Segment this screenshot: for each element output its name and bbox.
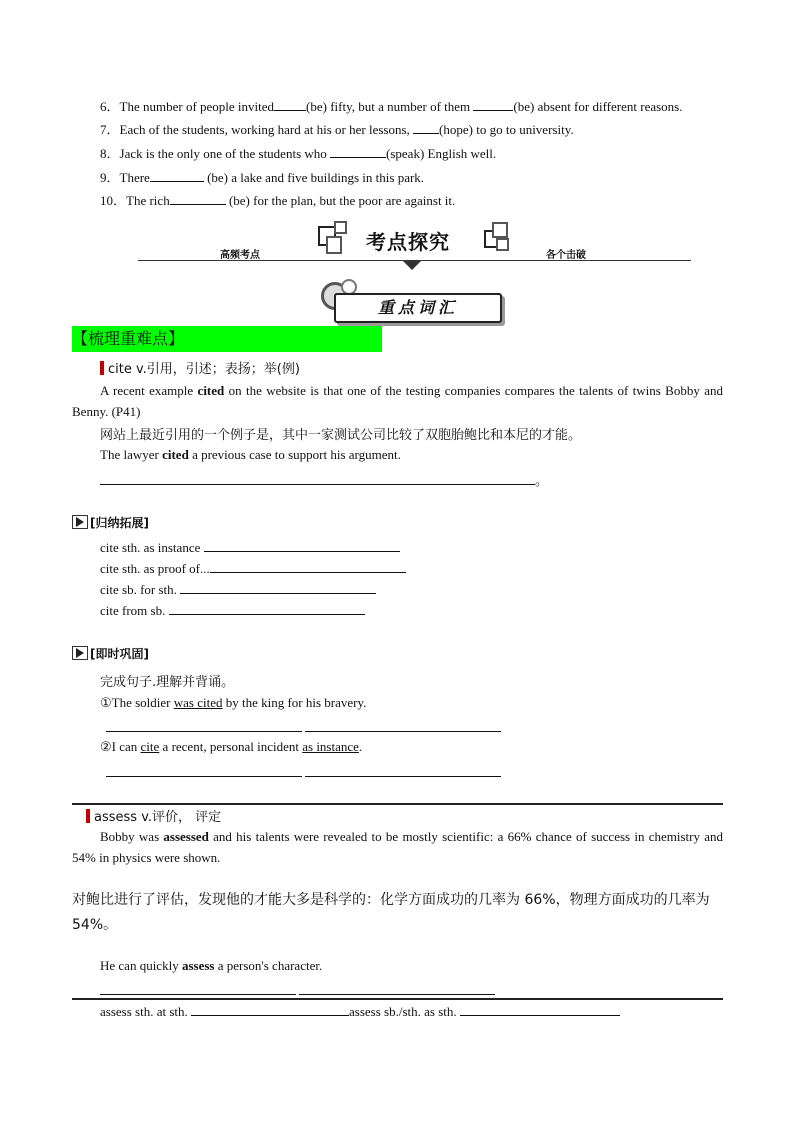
answer-blank[interactable] bbox=[170, 192, 226, 205]
answer-blank[interactable] bbox=[413, 121, 439, 134]
answer-blank[interactable] bbox=[106, 764, 302, 777]
square-decoration-icon bbox=[326, 236, 342, 254]
answer-blank[interactable] bbox=[100, 982, 296, 995]
exercise-10: 10．The rich (be) for the plan, but the poor are against it. bbox=[100, 193, 456, 208]
word-entry-cite bbox=[100, 358, 300, 377]
exercise-number: 10． bbox=[100, 193, 127, 208]
answer-blank[interactable] bbox=[191, 1003, 349, 1016]
answer-blank[interactable] bbox=[106, 719, 302, 732]
example-sentence: The lawyer cited a previous case to support his argument. bbox=[100, 447, 401, 462]
answer-lines bbox=[106, 764, 501, 781]
answer-lines bbox=[100, 982, 495, 999]
translation: 网站上最近引用的一个例子是，其中一家测试公司比较了双胞胎鲍比和本尼的才能。 bbox=[100, 428, 582, 443]
answer-blank[interactable] bbox=[210, 560, 406, 573]
exercise-9: 9．There (be) a lake and five buildings in this park. bbox=[100, 170, 425, 185]
exercise-7: 7．Each of the students, working hard at his or her lessons, (hope) to go to university. bbox=[100, 122, 574, 137]
answer-blank[interactable] bbox=[150, 169, 204, 182]
answer-blank[interactable] bbox=[204, 539, 400, 552]
answer-blank[interactable] bbox=[305, 764, 501, 777]
banner-right-caption: 各个击破 bbox=[546, 250, 586, 261]
answer-blank[interactable] bbox=[330, 145, 386, 158]
vocab-heading: 重点词汇 bbox=[334, 293, 502, 323]
square-decoration-icon bbox=[496, 238, 509, 251]
exercise-number: 9． bbox=[100, 170, 120, 185]
section-divider bbox=[72, 998, 723, 1000]
translation: 对鲍比进行了评估，发现他的才能大多是科学的：化学方面成功的几率为 66%，物理方面成功的几率为 54%。 bbox=[72, 892, 710, 933]
answer-blank[interactable] bbox=[305, 719, 501, 732]
bullet-marker-icon bbox=[100, 361, 104, 375]
example-sentence: He can quickly assess a person's character. bbox=[100, 958, 323, 973]
answer-lines bbox=[106, 719, 501, 736]
expand-item: cite sb. for sth. bbox=[100, 581, 376, 598]
banner-title: 考点探究 bbox=[366, 230, 450, 254]
answer-blank[interactable] bbox=[299, 982, 495, 995]
square-decoration-icon bbox=[492, 222, 508, 238]
example-sentence: Bobby was assessed and his talents were revealed to be mostly scientific: a 66% chance of success in chemistry and 54% in physics were shown. bbox=[72, 829, 723, 865]
sentence-2: ②I can cite a recent, personal incident as instance. bbox=[100, 739, 363, 754]
answer-blank[interactable] bbox=[460, 1003, 620, 1016]
example-sentence: A recent example cited on the website is that one of the testing companies compares the talents of twins Bobby and Benny. (P41) bbox=[72, 383, 723, 419]
exercise-number: 8． bbox=[100, 146, 120, 161]
instruction: 完成句子.理解并背诵。 bbox=[100, 675, 235, 690]
word-head: cite v.引用，引述；表扬；举(例) bbox=[108, 362, 300, 377]
answer-blank[interactable] bbox=[169, 602, 365, 615]
expand-item: cite sth. as proof of... bbox=[100, 560, 406, 577]
translation-answer-line: 。 bbox=[100, 470, 548, 489]
bullet-marker-icon bbox=[86, 809, 90, 823]
word-head: assess v.评价， 评定 bbox=[94, 810, 222, 825]
answer-blank[interactable] bbox=[100, 472, 535, 485]
play-icon bbox=[72, 515, 88, 529]
answer-blank[interactable] bbox=[274, 98, 306, 111]
exercise-6: 6．The number of people invited (be) fifty, but a number of them (be) absent for different reasons. bbox=[100, 99, 683, 114]
expand-heading: [归纳拓展] bbox=[72, 514, 149, 531]
section-divider bbox=[72, 803, 723, 805]
consolidate-heading: [即时巩固] bbox=[72, 645, 149, 662]
play-icon bbox=[72, 646, 88, 660]
expand-item: cite sth. as instance bbox=[100, 539, 400, 556]
assess-phrases: assess sth. at sth. assess sb./sth. as sth. bbox=[100, 1003, 620, 1020]
answer-blank[interactable] bbox=[473, 98, 513, 111]
word-entry-assess bbox=[86, 806, 221, 825]
banner-left-caption: 高频考点 bbox=[220, 250, 260, 261]
banner-arrow-icon bbox=[403, 261, 421, 270]
sentence-1: ①The soldier was cited by the king for his bravery. bbox=[100, 695, 367, 710]
square-decoration-icon bbox=[334, 221, 347, 234]
exercise-number: 7． bbox=[100, 122, 120, 137]
exercise-number: 6． bbox=[100, 99, 120, 114]
section-title: 【梳理重难点】 bbox=[72, 326, 382, 352]
expand-item: cite from sb. bbox=[100, 602, 365, 619]
answer-blank[interactable] bbox=[180, 581, 376, 594]
exercise-8: 8．Jack is the only one of the students who (speak) English well. bbox=[100, 146, 497, 161]
